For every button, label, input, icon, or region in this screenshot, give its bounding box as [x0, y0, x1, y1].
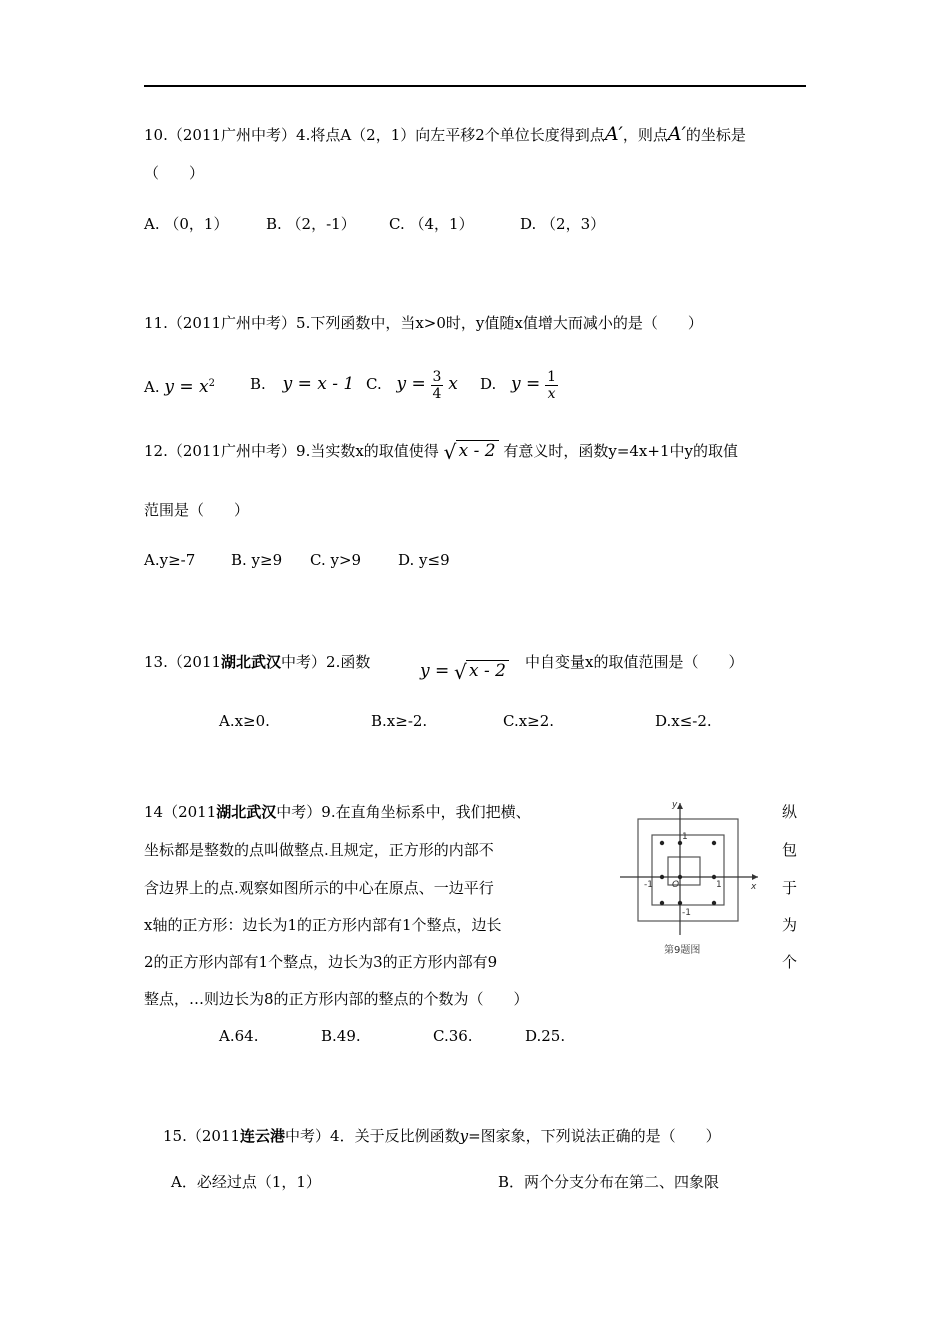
q12-stem: 12.（2011广州中考）9.当实数x的取值使得 √ x - 2 有意义时，函数y=4x+1中y的取值	[144, 440, 738, 464]
q13-option-c: C.x≥2.	[503, 712, 555, 730]
q14-line3: 含边界上的点.观察如图所示的中心在原点、一边平行	[144, 879, 494, 897]
q11-stem: 11.（2011广州中考）5.下列函数中，当x>0时，y值随x值增大而减小的是（ ）	[144, 314, 703, 332]
point	[712, 901, 716, 905]
point	[712, 875, 716, 879]
q10-option-a: A. （0，1）	[144, 215, 229, 233]
q14-line3-right: 于	[782, 879, 798, 897]
q15-option-a: A．必经过点（1，1）	[171, 1173, 321, 1191]
figure-caption: 第9题图	[664, 945, 701, 956]
q15-option-b: B．两个分支分布在第二、四象限	[498, 1173, 720, 1191]
q14-figure	[616, 795, 766, 965]
q14-line1: 14（2011湖北武汉中考）9.在直角坐标系中，我们把横、	[144, 803, 531, 821]
q14-option-c: C.36.	[433, 1027, 473, 1045]
q12-option-c: C. y>9	[310, 551, 362, 569]
point	[660, 901, 664, 905]
square-outer	[638, 819, 738, 921]
point-a-prime: A′	[604, 123, 623, 145]
q12-stem-line2: 范围是（ ）	[144, 501, 250, 519]
q13-option-b: B.x≥-2.	[371, 712, 428, 730]
q14-line4-right: 为	[782, 916, 798, 934]
tick-label: 1	[682, 832, 688, 842]
point	[712, 841, 716, 845]
q12-option-d: D. y≤9	[398, 551, 450, 569]
q10-option-b: B. （2，-1）	[266, 215, 356, 233]
q10-blank: （ ）	[144, 164, 205, 182]
q13-option-d: D.x≤-2.	[655, 712, 712, 730]
square-mid	[652, 835, 724, 905]
q14-line2: 坐标都是整数的点叫做整点.且规定，正方形的内部不	[144, 841, 494, 859]
x-axis-arrow	[752, 874, 758, 880]
q14-option-d: D.25.	[525, 1027, 566, 1045]
q13-stem: 13.（2011湖北武汉中考）2.函数	[144, 653, 371, 671]
q11-option-d: D. y = $\frac{1}{x}$	[480, 368, 557, 402]
q13-stem-post: 中自变量x的取值范围是（ ）	[525, 653, 744, 671]
q10-option-c: C. （4，1）	[389, 215, 474, 233]
q14-line4: x轴的正方形：边长为1的正方形内部有1个整点，边长	[144, 916, 502, 934]
q14-line1-right: 纵	[782, 803, 798, 821]
q14-option-a: A.64.	[219, 1027, 259, 1045]
point	[660, 875, 664, 879]
q13-option-a: A.x≥0.	[219, 712, 270, 730]
q11-option-c: C. y = $\frac{3}{4}$ x	[366, 368, 458, 402]
q14-line5: 2的正方形内部有1个整点，边长为3的正方形内部有9	[144, 953, 498, 971]
q15-stem: 15.（2011连云港中考）4．关于反比例函数y=图家象，下列说法正确的是（ ）	[163, 1127, 721, 1145]
q10-option-d: D. （2，3）	[520, 215, 606, 233]
q10-stem: 10.（2011广州中考）4.将点A（2，1）向左平移2个单位长度得到点A′，则点A′的坐标是	[144, 123, 746, 145]
q14-line2-right: 包	[782, 841, 798, 859]
point	[678, 875, 682, 879]
q14-option-b: B.49.	[321, 1027, 361, 1045]
header-rule	[144, 85, 806, 87]
y-axis-arrow	[677, 803, 683, 809]
q11-option-b: B. y = x - 1	[250, 374, 355, 394]
tick-label: -1	[644, 880, 653, 890]
tick-label: 1	[716, 880, 722, 890]
tick-label: -1	[682, 908, 691, 918]
q12-option-a: A.y≥-7	[144, 551, 196, 569]
point-a-prime: A′	[667, 123, 686, 145]
q14-line6: 整点，…则边长为8的正方形内部的整点的个数为（ ）	[144, 990, 529, 1008]
origin-label: O	[672, 880, 680, 890]
point	[678, 901, 682, 905]
x-axis-label: x	[751, 882, 757, 892]
q13-expr: y = √ x - 2	[420, 660, 509, 681]
y-axis-label: y	[672, 800, 678, 810]
q14-line5-right: 个	[782, 953, 798, 971]
q12-option-b: B. y≥9	[231, 551, 283, 569]
q11-option-a: A. $y = x^2$	[144, 377, 216, 397]
point	[660, 841, 664, 845]
